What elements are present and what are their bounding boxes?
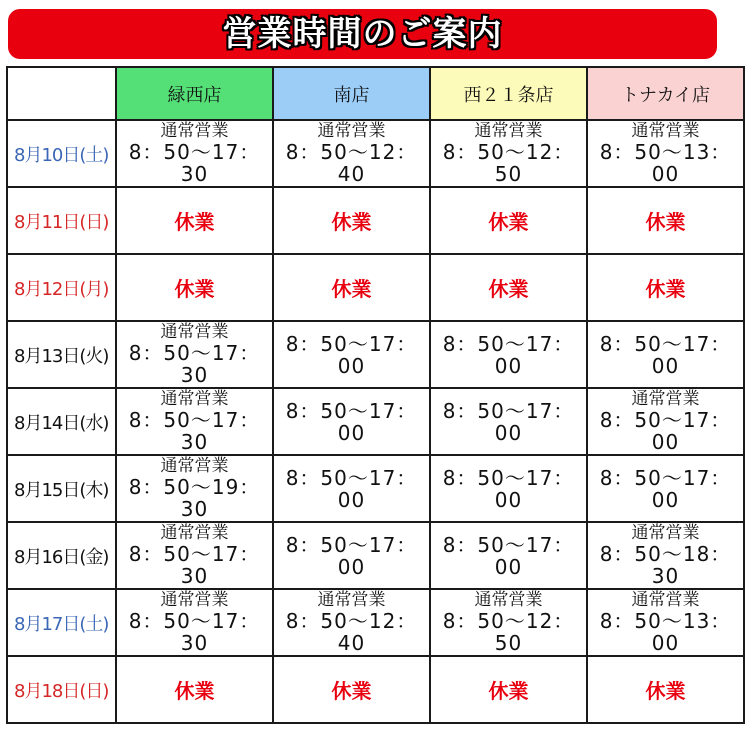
hours-cell bbox=[273, 589, 430, 656]
status-label: 通常営業 bbox=[160, 121, 229, 141]
closed-label: 休業 bbox=[174, 277, 215, 301]
closed-label: 休業 bbox=[174, 679, 215, 703]
status-label: 通常営業 bbox=[631, 389, 700, 409]
table-row bbox=[7, 120, 744, 187]
table-row bbox=[7, 321, 744, 388]
time-range: 8：50〜17：30 bbox=[128, 341, 261, 387]
table-row bbox=[7, 388, 744, 455]
page-title: 営業時間のご案内 bbox=[222, 14, 503, 54]
store-header: トナカイ店 bbox=[587, 67, 744, 120]
hours-cell bbox=[430, 120, 587, 187]
table-row bbox=[7, 656, 744, 723]
time-range: 8：50〜17：30 bbox=[128, 542, 261, 588]
hours-cell bbox=[116, 522, 273, 589]
time-range: 8：50〜12：50 bbox=[442, 140, 575, 186]
date-cell: 8月10日(土) bbox=[7, 120, 116, 187]
hours-cell bbox=[116, 120, 273, 187]
time-range: 8：50〜17：00 bbox=[285, 398, 418, 445]
hours-cell bbox=[587, 455, 744, 522]
closed-label: 休業 bbox=[331, 277, 372, 301]
hours-cell bbox=[273, 254, 430, 321]
date-cell: 8月13日(火) bbox=[7, 321, 116, 388]
status-label: 通常営業 bbox=[631, 121, 700, 141]
status-label: 通常営業 bbox=[160, 322, 229, 342]
time-range: 8：50〜19：30 bbox=[128, 475, 261, 521]
closed-label: 休業 bbox=[331, 679, 372, 703]
time-range: 8：50〜12：40 bbox=[285, 140, 418, 186]
hours-cell bbox=[430, 455, 587, 522]
hours-cell bbox=[587, 321, 744, 388]
hours-cell bbox=[587, 187, 744, 254]
status-label: 通常営業 bbox=[160, 523, 229, 543]
hours-cell bbox=[273, 321, 430, 388]
table-row bbox=[7, 522, 744, 589]
closed-label: 休業 bbox=[645, 210, 686, 234]
hours-cell bbox=[430, 522, 587, 589]
hours-cell bbox=[587, 589, 744, 656]
hours-cell bbox=[273, 455, 430, 522]
hours-cell bbox=[273, 388, 430, 455]
table-row bbox=[7, 589, 744, 656]
time-range: 8：50〜17：00 bbox=[442, 331, 575, 378]
hours-cell bbox=[116, 589, 273, 656]
hours-cell bbox=[273, 656, 430, 723]
hours-cell bbox=[273, 522, 430, 589]
hours-cell bbox=[587, 388, 744, 455]
hours-cell bbox=[116, 656, 273, 723]
hours-cell bbox=[116, 455, 273, 522]
time-range: 8：50〜13：00 bbox=[599, 140, 732, 186]
time-range: 8：50〜17：00 bbox=[599, 331, 732, 378]
date-cell: 8月14日(水) bbox=[7, 388, 116, 455]
closed-label: 休業 bbox=[488, 210, 529, 234]
time-range: 8：50〜17：00 bbox=[442, 465, 575, 512]
title-banner bbox=[8, 9, 717, 59]
status-label: 通常営業 bbox=[474, 121, 543, 141]
time-range: 8：50〜17：30 bbox=[128, 408, 261, 454]
time-range: 8：50〜17：00 bbox=[285, 532, 418, 579]
hours-cell bbox=[587, 656, 744, 723]
time-range: 8：50〜13：00 bbox=[599, 609, 732, 655]
closed-label: 休業 bbox=[174, 210, 215, 234]
date-cell: 8月17日(土) bbox=[7, 589, 116, 656]
time-range: 8：50〜18：30 bbox=[599, 542, 732, 588]
store-header: 西２１条店 bbox=[430, 67, 587, 120]
time-range: 8：50〜17：00 bbox=[285, 331, 418, 378]
hours-cell bbox=[116, 321, 273, 388]
status-label: 通常営業 bbox=[631, 523, 700, 543]
closed-label: 休業 bbox=[331, 210, 372, 234]
hours-cell bbox=[430, 321, 587, 388]
hours-cell bbox=[587, 522, 744, 589]
hours-cell bbox=[116, 388, 273, 455]
status-label: 通常営業 bbox=[317, 121, 386, 141]
header-row bbox=[7, 67, 744, 120]
store-header: 南店 bbox=[273, 67, 430, 120]
time-range: 8：50〜17：00 bbox=[599, 465, 732, 512]
time-range: 8：50〜12：40 bbox=[285, 609, 418, 655]
time-range: 8：50〜17：00 bbox=[285, 465, 418, 512]
hours-cell bbox=[430, 388, 587, 455]
hours-cell bbox=[116, 187, 273, 254]
status-label: 通常営業 bbox=[317, 590, 386, 610]
date-cell: 8月15日(木) bbox=[7, 455, 116, 522]
date-cell: 8月12日(月) bbox=[7, 254, 116, 321]
status-label: 通常営業 bbox=[160, 389, 229, 409]
date-cell: 8月11日(日) bbox=[7, 187, 116, 254]
time-range: 8：50〜17：00 bbox=[442, 532, 575, 579]
time-range: 8：50〜12：50 bbox=[442, 609, 575, 655]
status-label: 通常営業 bbox=[474, 590, 543, 610]
closed-label: 休業 bbox=[645, 277, 686, 301]
closed-label: 休業 bbox=[488, 679, 529, 703]
status-label: 通常営業 bbox=[160, 590, 229, 610]
time-range: 8：50〜17：30 bbox=[128, 609, 261, 655]
hours-table bbox=[6, 66, 745, 724]
corner-cell bbox=[7, 67, 116, 120]
hours-cell bbox=[430, 589, 587, 656]
time-range: 8：50〜17：00 bbox=[442, 398, 575, 445]
hours-cell bbox=[587, 120, 744, 187]
date-cell: 8月16日(金) bbox=[7, 522, 116, 589]
closed-label: 休業 bbox=[488, 277, 529, 301]
hours-cell bbox=[116, 254, 273, 321]
status-label: 通常営業 bbox=[631, 590, 700, 610]
time-range: 8：50〜17：00 bbox=[599, 408, 732, 454]
hours-cell bbox=[430, 254, 587, 321]
table-row bbox=[7, 187, 744, 254]
hours-cell bbox=[587, 254, 744, 321]
hours-cell bbox=[430, 187, 587, 254]
status-label: 通常営業 bbox=[160, 456, 229, 476]
hours-cell bbox=[273, 120, 430, 187]
time-range: 8：50〜17：30 bbox=[128, 140, 261, 186]
table-row bbox=[7, 254, 744, 321]
closed-label: 休業 bbox=[645, 679, 686, 703]
date-cell: 8月18日(日) bbox=[7, 656, 116, 723]
hours-cell bbox=[430, 656, 587, 723]
hours-cell bbox=[273, 187, 430, 254]
table-row bbox=[7, 455, 744, 522]
store-header: 緑西店 bbox=[116, 67, 273, 120]
